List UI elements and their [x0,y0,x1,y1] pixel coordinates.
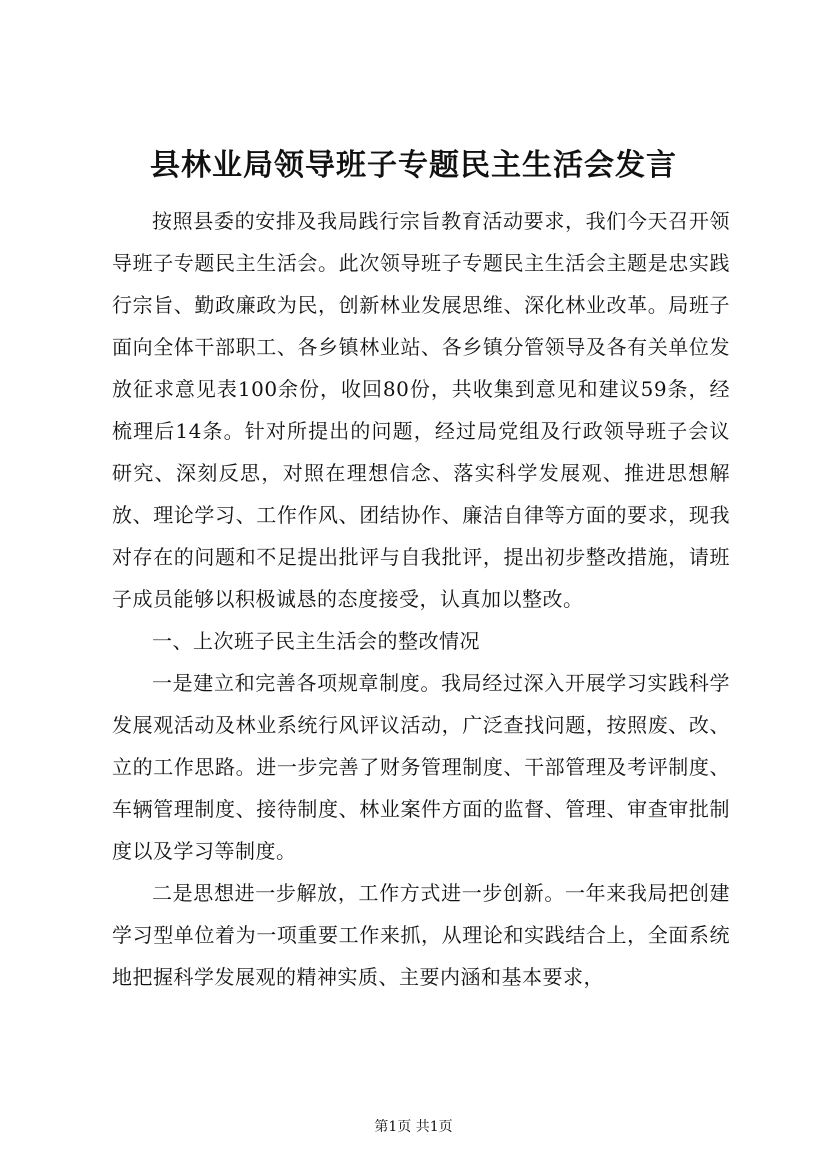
section-heading: 一、上次班子民主生活会的整改情况 [152,629,480,653]
paragraph-intro: 按照县委的安排及我局践行宗旨教育活动要求，我们今天召开领导班子专题民主生活会。此次领导班子专题民主生活会主题是忠实践行宗旨、勤政廉政为民，创新林业发展思维、深化林业改革。局班子面向全体干部职工、各乡镇林业站、各乡镇分管领导及各有关单位发放征求意见表100余份，收回80份，共收集到意见和建议59条，经梳理后14条。针对所提出的问题，经过局党组及行政领导班子会议研究、深刻反思，对照在理想信念、落实科学发展观、推进思想解放、理论学习、工作作风、团结协作、廉洁自律等方面的要求，现我对存在的问题和不足提出批评与自我批评，提出初步整改措施，请班子成员能够以积极诚恳的态度接受，认真加以整改。 [112,209,730,611]
document-title: 县林业局领导班子专题民主生活会发言 [150,148,677,183]
document-body [112,200,730,998]
paragraph-thinking: 二是思想进一步解放，工作方式进一步创新。一年来我局把创建学习型单位着为一项重要工作来抓，从理论和实践结合上，全面系统地把握科学发展观的精神实质、主要内涵和基本要求， [112,881,730,989]
paragraph-rules: 一是建立和完善各项规章制度。我局经过深入开展学习实践科学发展观活动及林业系统行风评议活动，广泛查找问题，按照废、改、立的工作思路。进一步完善了财务管理制度、干部管理及考评制度、车辆管理制度、接待制度、林业案件方面的监督、管理、审查审批制度以及学习等制度。 [112,671,730,863]
page-footer: 第1页 共1页 [374,1119,453,1135]
